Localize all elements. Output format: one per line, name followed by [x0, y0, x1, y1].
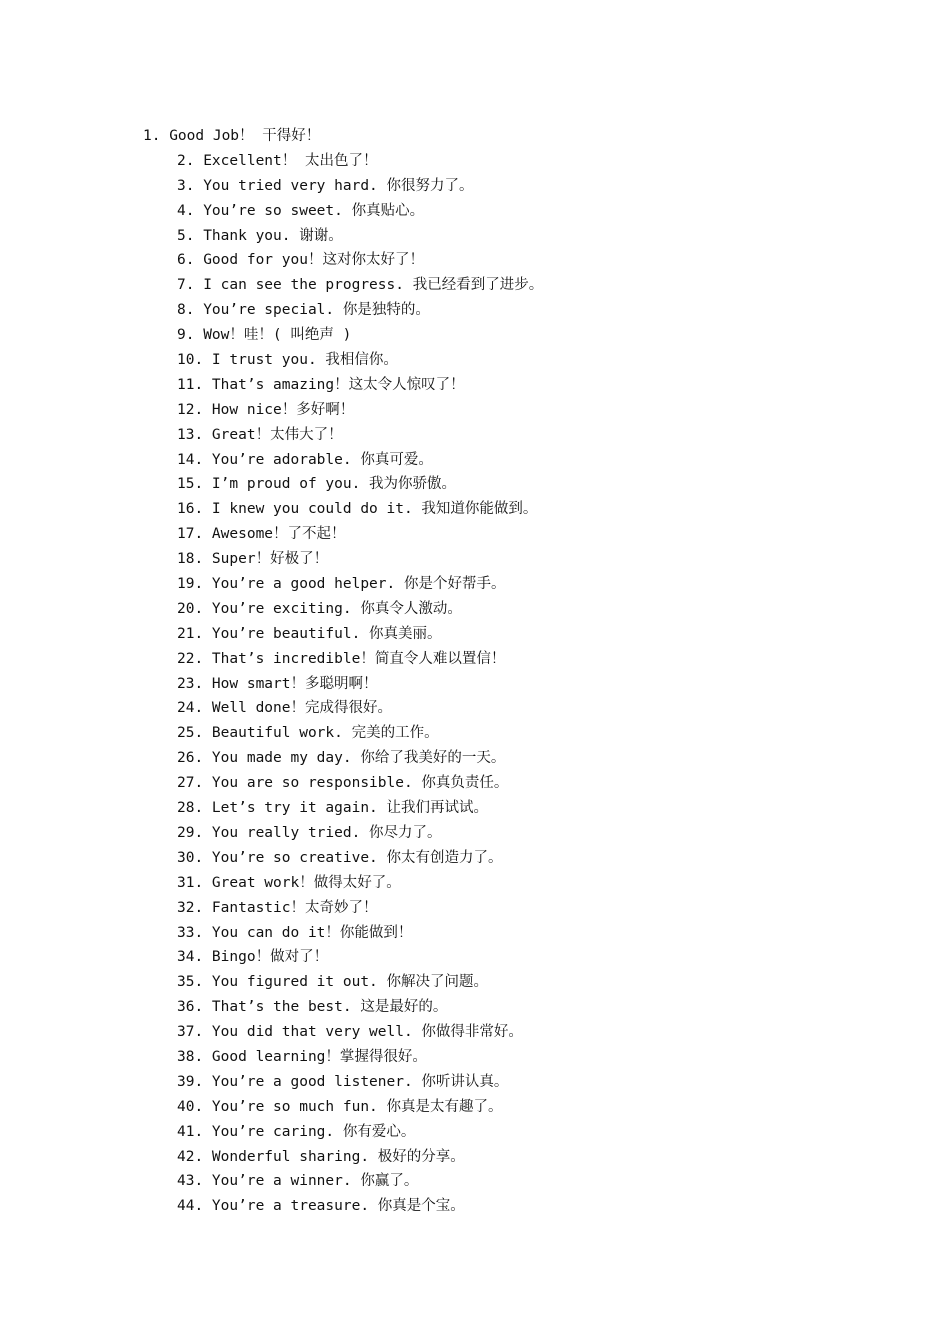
list-item: 35. You figured it out. 你解决了问题。 [177, 974, 489, 991]
list-item: 3. You tried very hard. 你很努力了。 [177, 177, 474, 194]
list-item: 33. You can do it！你能做到！ [177, 924, 413, 941]
list-item: 26. You made my day. 你给了我美好的一天。 [177, 750, 506, 767]
list-item: 34. Bingo！做对了！ [177, 949, 329, 966]
list-item: 11. That’s amazing！这太令人惊叹了！ [177, 376, 465, 393]
list-item: 17. Awesome！了不起！ [177, 526, 346, 543]
list-item: 5. Thank you. 谢谢。 [177, 227, 343, 244]
list-item: 16. I knew you could do it. 我知道你能做到。 [177, 501, 538, 518]
list-item: 9. Wow！哇！( 叫绝声 ) [177, 327, 352, 344]
list-item: 10. I trust you. 我相信你。 [177, 352, 398, 369]
list-item: 31. Great work！做得太好了。 [177, 874, 401, 891]
list-item: 36. That’s the best. 这是最好的。 [177, 999, 448, 1016]
list-item: 29. You really tried. 你尽力了。 [177, 824, 442, 841]
list-item: 4. You’re so sweet. 你真贴心。 [177, 202, 425, 219]
list-item: 20. You’re exciting. 你真令人激动。 [177, 600, 462, 617]
list-item: 2. Excellent！ 太出色了！ [177, 152, 378, 169]
list-item: 8. You’re special. 你是独特的。 [177, 302, 430, 319]
list-item: 39. You’re a good listener. 你听讲认真。 [177, 1073, 509, 1090]
list-item: 21. You’re beautiful. 你真美丽。 [177, 625, 442, 642]
list-item: 32. Fantastic！太奇妙了！ [177, 899, 378, 916]
list-item: 30. You’re so creative. 你太有创造力了。 [177, 849, 503, 866]
list-item: 22. That’s incredible！简直令人难以置信！ [177, 650, 506, 667]
list-item: 12. How nice！多好啊！ [177, 401, 355, 418]
list-item: 1. Good Job！ 干得好！ [143, 128, 321, 144]
list-item: 19. You’re a good helper. 你是个好帮手。 [177, 576, 506, 593]
list-item: 23. How smart！多聪明啊！ [177, 675, 378, 692]
list-item: 15. I’m proud of you. 我为你骄傲。 [177, 476, 457, 493]
list-item: 13. Great！太伟大了！ [177, 426, 343, 443]
list-item: 18. Super！好极了！ [177, 551, 329, 568]
list-item: 28. Let’s try it again. 让我们再试试。 [177, 800, 489, 817]
list-item: 41. You’re caring. 你有爱心。 [177, 1123, 416, 1140]
list-item: 14. You’re adorable. 你真可爱。 [177, 451, 433, 468]
list-item: 6. Good for you！这对你太好了！ [177, 252, 424, 269]
praise-phrase-list [0, 124, 950, 1219]
list-item: 38. Good learning！掌握得很好。 [177, 1048, 427, 1065]
list-item: 37. You did that very well. 你做得非常好。 [177, 1024, 523, 1041]
list-item: 40. You’re so much fun. 你真是太有趣了。 [177, 1098, 503, 1115]
list-item: 24. Well done！完成得很好。 [177, 700, 392, 717]
list-item: 27. You are so responsible. 你真负责任。 [177, 775, 509, 792]
list-item: 44. You’re a treasure. 你真是个宝。 [177, 1198, 465, 1215]
list-item: 7. I can see the progress. 我已经看到了进步。 [177, 277, 544, 294]
list-item: 25. Beautiful work. 完美的工作。 [177, 725, 439, 742]
list-item: 43. You’re a winner. 你赢了。 [177, 1173, 419, 1190]
list-item: 42. Wonderful sharing. 极好的分享。 [177, 1148, 465, 1165]
